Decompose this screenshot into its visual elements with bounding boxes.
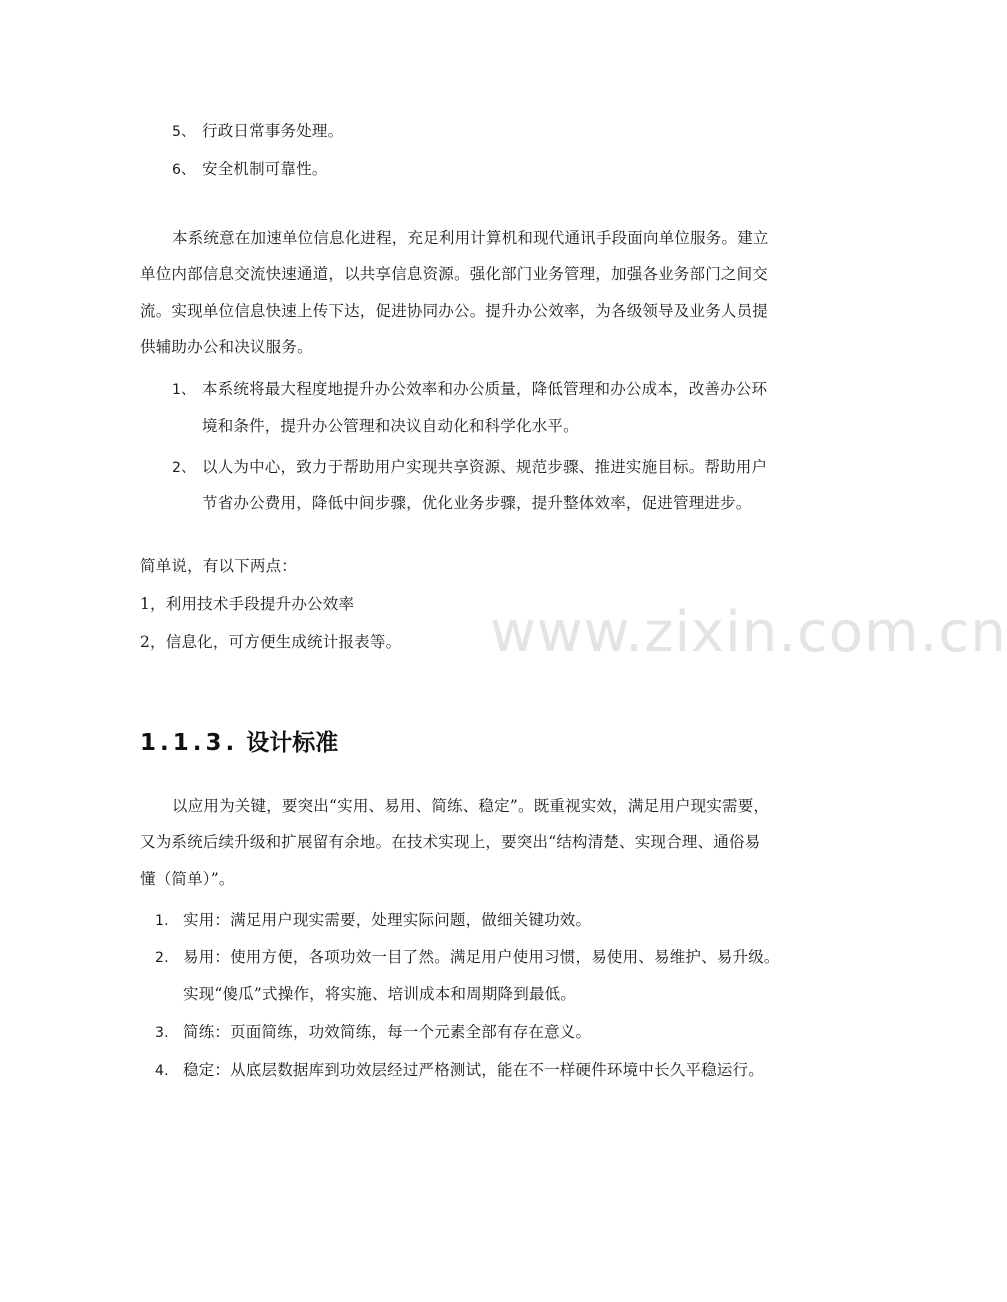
section-title: 设计标准 (246, 730, 339, 756)
list-text: 本系统将最大程度地提升办公效率和办公质量，降低管理和办公成本，改善办公环 (202, 380, 768, 398)
paragraph-line: 懂（简单）”。 (140, 870, 235, 888)
list-item (155, 1059, 764, 1082)
list-item (155, 1021, 591, 1044)
list-item (172, 158, 328, 181)
list-text: 行政日常事务处理。 (202, 122, 344, 140)
list-item (172, 378, 767, 401)
list-item (172, 120, 343, 143)
list-number: 1. (155, 913, 169, 929)
watermark: www.zixin.com.cn (490, 600, 1007, 665)
paragraph-line: 流。实现单位信息快速上传下达，促进协同办公。提升办公效率，为各级领导及业务人员提 (140, 302, 769, 320)
list-text: 易用：使用方便，各项功效一目了然。满足用户使用习惯，易使用、易维护、易升级。 (183, 948, 780, 966)
list-number: 4. (155, 1063, 169, 1079)
section-number: 1.1.3. (140, 730, 239, 756)
section-heading (140, 726, 338, 760)
summary-item: 2，信息化，可方便生成统计报表等。 (140, 633, 402, 651)
summary-lead: 简单说，有以下两点： (140, 557, 298, 575)
list-number: 1、 (172, 382, 196, 398)
list-number: 2. (155, 950, 169, 966)
list-number: 2、 (172, 460, 196, 476)
list-text: 实用：满足用户现实需要，处理实际问题，做细关键功效。 (183, 911, 592, 929)
list-text: 以人为中心，致力于帮助用户实现共享资源、规范步骤、推进实施目标。帮助用户 (202, 458, 768, 476)
list-text-continued: 实现“傻瓜”式操作，将实施、培训成本和周期降到最低。 (183, 985, 577, 1003)
list-text-continued: 境和条件，提升办公管理和决议自动化和科学化水平。 (202, 417, 579, 435)
list-text: 简练：页面简练，功效简练，每一个元素全部有存在意义。 (183, 1023, 592, 1041)
list-number: 3. (155, 1025, 169, 1041)
list-text: 稳定：从底层数据库到功效层经过严格测试，能在不一样硬件环境中长久平稳运行。 (183, 1061, 764, 1079)
list-text-continued: 节省办公费用，降低中间步骤，优化业务步骤，提升整体效率，促进管理进步。 (202, 494, 752, 512)
list-item (155, 946, 780, 969)
list-item (155, 909, 591, 932)
summary-item: 1，利用技术手段提升办公效率 (140, 595, 355, 613)
paragraph-line: 本系统意在加速单位信息化进程，充足利用计算机和现代通讯手段面向单位服务。建立 (172, 229, 769, 247)
list-text: 安全机制可靠性。 (202, 160, 328, 178)
paragraph-line: 以应用为关键，要突出“实用、易用、简练、稳定”。既重视实效，满足用户现实需要， (172, 797, 770, 815)
paragraph-line: 供辅助办公和决议服务。 (140, 338, 313, 356)
paragraph-line: 单位内部信息交流快速通道，以共享信息资源。强化部门业务管理，加强各业务部门之间交 (140, 265, 769, 283)
paragraph-line: 又为系统后续升级和扩展留有余地。在技术实现上，要突出“结构清楚、实现合理、通俗易 (140, 833, 761, 851)
list-number: 6、 (172, 162, 196, 178)
list-number: 5、 (172, 124, 196, 140)
list-item (172, 456, 767, 479)
